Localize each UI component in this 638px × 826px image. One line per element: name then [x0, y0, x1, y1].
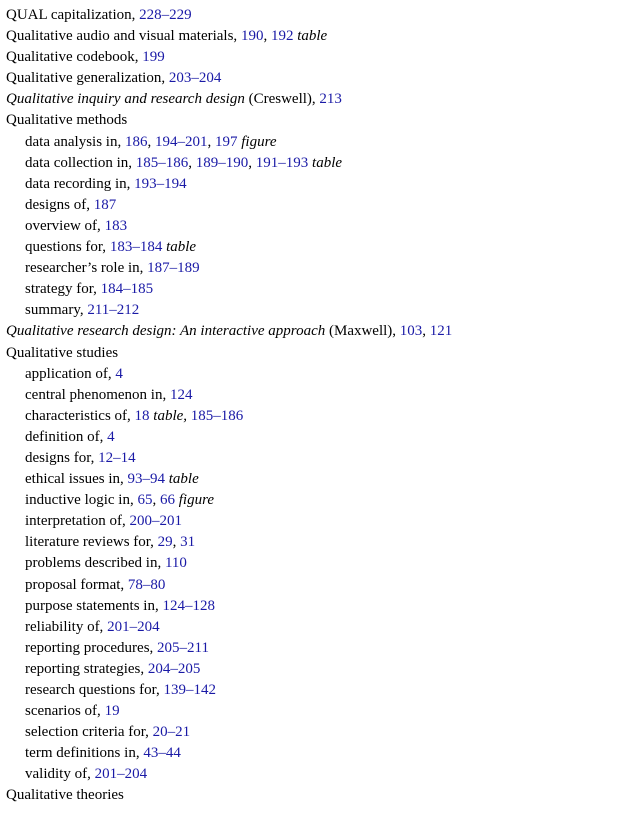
entry-text: data recording in, — [25, 175, 135, 192]
page-reference-link[interactable]: 184–185 — [100, 281, 154, 298]
entry-text: interpretation of, — [25, 513, 130, 530]
page-reference-link[interactable]: 204–205 — [147, 660, 201, 677]
page-reference-link[interactable]: 103 — [399, 323, 423, 340]
index-subentry — [6, 532, 632, 553]
entry-text: (Creswell), — [244, 91, 320, 108]
entry-text: overview of, — [25, 217, 105, 234]
italic-text: figure — [178, 492, 215, 509]
page-reference-link[interactable]: 228–229 — [139, 7, 192, 23]
index-subentry — [6, 511, 632, 532]
index-subentry — [6, 764, 632, 785]
entry-text: researcher’s role in, — [25, 260, 148, 277]
page-reference-link[interactable]: 211–212 — [87, 302, 140, 319]
page-reference-link[interactable]: 185–186 — [190, 407, 244, 424]
page-reference-link[interactable]: 183 — [104, 217, 128, 234]
entry-text: definition of, — [25, 428, 108, 445]
entry-text: scenarios of, — [25, 703, 105, 720]
entry-text: designs of, — [25, 196, 94, 213]
page-reference-link[interactable]: 213 — [319, 91, 342, 108]
index-subentry — [6, 237, 632, 258]
entry-text: summary, — [25, 302, 88, 319]
index-subentry — [6, 596, 632, 617]
entry-text: application of, — [25, 365, 116, 382]
entry-text: designs for, — [25, 449, 99, 466]
page-reference-link[interactable]: 78–80 — [127, 576, 166, 593]
entry-text: Qualitative codebook, — [6, 49, 143, 66]
entry-text: strategy for, — [25, 281, 101, 298]
page-reference-link[interactable]: 190 — [240, 28, 264, 45]
entry-text: Qualitative audio and visual materials, — [6, 28, 241, 45]
page-reference-link[interactable]: 139–142 — [163, 682, 217, 698]
page-reference-link[interactable]: 189–190 — [195, 154, 249, 171]
entry-text: Qualitative methods — [6, 112, 128, 129]
page-reference-link[interactable]: 65 — [137, 492, 153, 509]
italic-text: figure — [241, 133, 277, 150]
page-reference-link[interactable]: 93–94 — [127, 471, 165, 488]
page-reference-link[interactable]: 205–211 — [157, 639, 209, 656]
index-subentry — [6, 153, 632, 174]
page-reference-link[interactable]: 4 — [115, 365, 123, 382]
italic-text: table — [166, 239, 197, 256]
entry-text: reporting strategies, — [25, 660, 148, 677]
page-reference-link[interactable]: 203–204 — [168, 70, 222, 87]
index-entry — [6, 343, 632, 364]
entry-text: , — [422, 323, 430, 340]
index-entry — [6, 89, 632, 110]
entry-text: data collection in, — [25, 154, 136, 171]
index-subentry — [6, 743, 632, 764]
italic-text: table — [312, 154, 343, 171]
index-subentry — [6, 553, 632, 574]
page-reference-link[interactable]: 19 — [104, 703, 120, 720]
index-subentry — [6, 174, 632, 195]
entry-text: Qualitative theories — [6, 787, 124, 804]
index-subentry — [6, 132, 632, 153]
page-reference-link[interactable]: 31 — [180, 534, 196, 551]
index-subentry — [6, 385, 632, 406]
index-entry — [6, 321, 632, 342]
entry-text: selection criteria for, — [25, 724, 153, 741]
entry-text: characteristics of, — [25, 407, 135, 424]
entry-text: literature reviews for, — [25, 534, 158, 551]
entry-text: proposal format, — [25, 576, 128, 593]
page-reference-link[interactable]: 20–21 — [152, 724, 191, 741]
page-reference-link[interactable]: 193–194 — [134, 175, 187, 192]
page-reference-link[interactable]: 199 — [142, 49, 165, 66]
entry-text: Qualitative generalization, — [6, 70, 169, 87]
page-reference-link[interactable]: 187–189 — [147, 260, 200, 277]
entry-text: Qualitative studies — [6, 344, 119, 361]
page-reference-link[interactable]: 191–193 — [255, 154, 309, 171]
entry-text: data analysis in, — [25, 133, 125, 150]
index-entry — [6, 110, 632, 131]
italic-text: table — [168, 471, 199, 488]
entry-text: term definitions in, — [25, 745, 144, 762]
page-reference-link[interactable]: 200–201 — [129, 513, 183, 530]
page-reference-link[interactable]: 187 — [93, 196, 117, 213]
index-subentry — [6, 258, 632, 279]
entry-text: , — [172, 534, 181, 551]
entry-text: research questions for, — [25, 682, 164, 698]
page-reference-link[interactable]: 121 — [429, 323, 453, 340]
page-reference-link[interactable]: 4 — [107, 428, 115, 445]
entry-text: questions for, — [25, 239, 110, 256]
page-reference-link[interactable]: 43–44 — [143, 745, 181, 762]
index-subentry — [6, 195, 632, 216]
page-reference-link[interactable]: 201–204 — [107, 618, 160, 635]
index-entry — [6, 47, 632, 68]
entry-text: ethical issues in, — [25, 471, 128, 488]
page-reference-link[interactable]: 197 — [214, 133, 238, 150]
index-subentry — [6, 638, 632, 659]
page-reference-link[interactable]: 201–204 — [94, 766, 148, 783]
entry-text: purpose statements in, — [25, 597, 163, 614]
page-reference-link[interactable]: 12–14 — [98, 449, 136, 466]
page-reference-link[interactable]: 66 — [159, 492, 175, 509]
page-reference-link[interactable]: 124–128 — [162, 597, 215, 614]
page-reference-link[interactable]: 183–184 — [109, 239, 163, 256]
index-subentry — [6, 448, 632, 469]
index-page — [6, 5, 632, 807]
index-subentry — [6, 279, 632, 300]
index-subentry — [6, 701, 632, 722]
index-entry — [6, 68, 632, 89]
italic-text: table, — [153, 407, 188, 424]
index-subentry — [6, 722, 632, 743]
index-subentry — [6, 216, 632, 237]
page-reference-link[interactable]: 124 — [169, 386, 193, 403]
index-subentry — [6, 364, 632, 385]
entry-text: , — [152, 492, 160, 509]
entry-text: central phenomenon in, — [25, 386, 170, 403]
page-reference-link[interactable]: 186 — [124, 133, 148, 150]
index-subentry — [6, 659, 632, 680]
page-reference-link[interactable]: 29 — [157, 534, 173, 551]
entry-text: validity of, — [25, 766, 95, 783]
index-entry — [6, 5, 632, 26]
entry-text: , — [147, 133, 155, 150]
entry-text: , — [248, 154, 256, 171]
index-subentry — [6, 680, 632, 701]
index-entry — [6, 785, 632, 806]
entry-text: problems described in, — [25, 555, 165, 572]
italic-text: table — [297, 28, 328, 45]
entry-text: inductive logic in, — [25, 492, 138, 509]
page-reference-link[interactable]: 185–186 — [135, 154, 189, 171]
page-reference-link[interactable]: 192 — [270, 28, 294, 45]
page-reference-link[interactable]: 18 — [134, 407, 150, 424]
entry-text: QUAL capitalization, — [6, 7, 140, 23]
index-subentry — [6, 469, 632, 490]
entry-text: reporting procedures, — [25, 639, 158, 656]
index-subentry — [6, 490, 632, 511]
entry-text: , — [207, 133, 215, 150]
index-subentry — [6, 575, 632, 596]
entry-text: reliability of, — [25, 618, 108, 635]
italic-text: Qualitative research design: An interactive approach — [6, 323, 326, 340]
index-subentry — [6, 617, 632, 638]
entry-text: , — [263, 28, 271, 45]
entry-text: (Maxwell), — [325, 323, 400, 340]
index-subentry — [6, 300, 632, 321]
entry-text: , — [188, 154, 196, 171]
italic-text: Qualitative inquiry and research design — [6, 91, 245, 108]
index-subentry — [6, 406, 632, 427]
page-reference-link[interactable]: 194–201 — [154, 133, 208, 150]
page-reference-link[interactable]: 110 — [164, 555, 187, 572]
index-subentry — [6, 427, 632, 448]
index-entry — [6, 26, 632, 47]
